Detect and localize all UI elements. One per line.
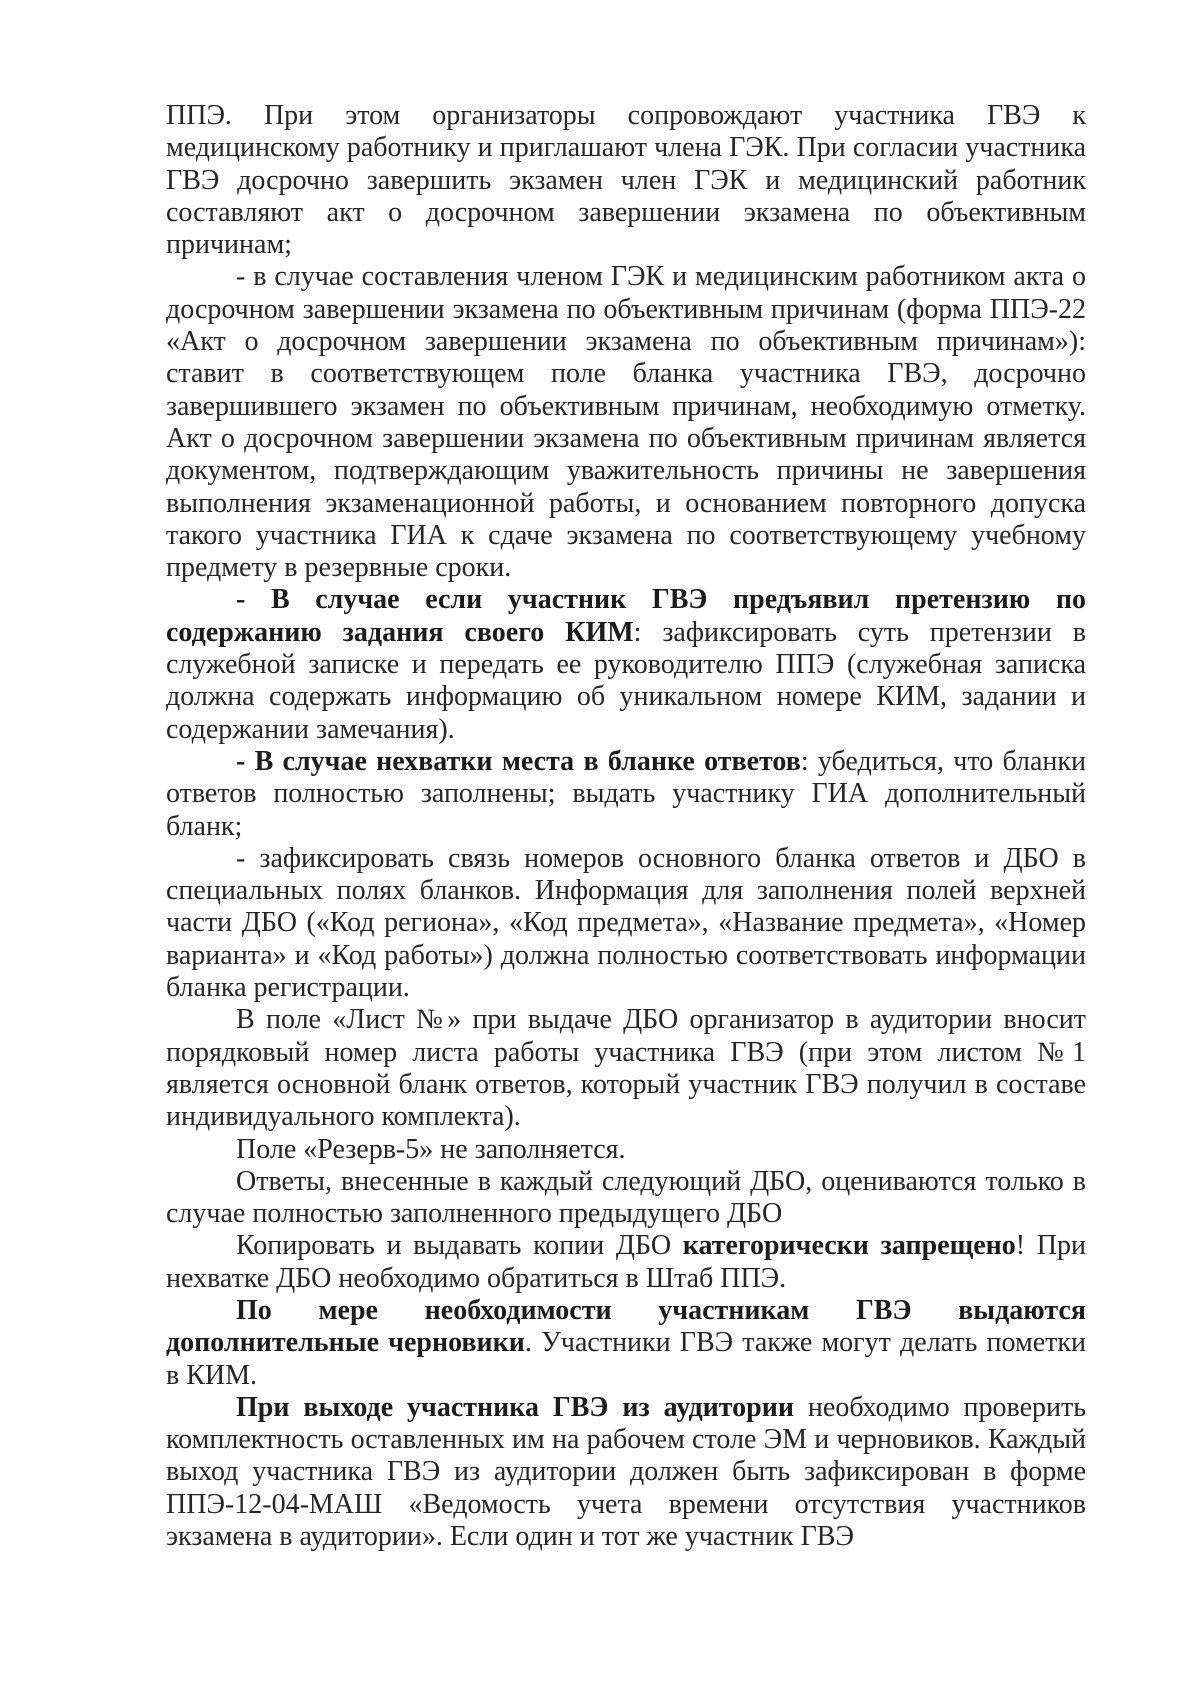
paragraph-9-text-b: ! При нехватке ДБО необходимо обратиться в Штаб ППЭ. — [166, 1230, 1086, 1294]
paragraph-3-bold: - В случае если участник ГВЭ предъявил претензию по содержанию задания своего КИМ — [166, 584, 1086, 648]
paragraph-2-text: - в случае составления членом ГЭК и медицинским работником акта о досрочном завершении экзамена по объективным причинам (форма ППЭ-22 «Акт о досрочном завершении экзамена по объективным причинам»): ставит в соответствующем поле бланка участника ГВЭ, досрочно завершившего экзамен по объективным причинам, необходимую отметку. Акт о досрочном завершении экзамена по объективным причинам является документом, подтверждающим уважительность причины не завершения выполнения экзаменационной работы, и основанием повторного допуска такого участника ГИА к сдаче экзамена по соответствующему учебному предмету в резервные сроки. — [166, 261, 1086, 584]
paragraph-9-text-a: Копировать и выдавать копии ДБО — [236, 1230, 683, 1262]
paragraph-6 — [166, 1004, 1086, 1133]
paragraph-6-text: В поле «Лист №» при выдаче ДБО организатор в аудитории вносит порядковый номер листа работы участника ГВЭ (при этом листом №1 является основной бланк ответов, который участник ГВЭ получил в составе индивидуального комплекта). — [166, 1004, 1086, 1133]
paragraph-9-bold: категорически запрещено — [682, 1230, 1016, 1262]
paragraph-4 — [166, 746, 1086, 843]
paragraph-8-text: Ответы, внесенные в каждый следующий ДБО, оцениваются только в случае полностью заполненного предыдущего ДБО — [166, 1165, 1086, 1230]
paragraph-11-bold: При выходе участника ГВЭ из аудитории — [236, 1391, 794, 1423]
paragraph-3-text: : зафиксировать суть претензии в служебной записке и передать ее руководителю ППЭ (служебная записка должна содержать информацию об уникальном номере КИМ, задании и содержании замечания). — [166, 616, 1086, 745]
paragraph-7 — [166, 1134, 1086, 1166]
paragraph-8 — [166, 1166, 1086, 1231]
paragraph-11-text: необходимо проверить комплектность оставленных им на рабочем столе ЭМ и черновиков. Каждый выход участника ГВЭ из аудитории должен быть зафиксирован в форме ППЭ-12-04-МАШ «Ведомость учета времени отсутствия участников экзамена в аудитории». Если один и тот же участник ГВЭ — [166, 1391, 1086, 1553]
paragraph-9 — [166, 1230, 1086, 1295]
paragraph-4-text: : убедиться, что бланки ответов полностью заполнены; выдать участнику ГИА дополнительный бланк; — [166, 745, 1087, 842]
paragraph-3 — [166, 584, 1086, 745]
paragraph-10-bold: По мере необходимости участникам ГВЭ выдаются дополнительные черновики — [166, 1294, 1086, 1359]
paragraph-5 — [166, 843, 1086, 1004]
paragraph-1-text: ППЭ. При этом организаторы сопровождают участника ГВЭ к медицинскому работнику и приглашают члена ГЭК. При согласии участника ГВЭ досрочно завершить экзамен член ГЭК и медицинский работник составляют акт о досрочном завершении экзамена по объективным причинам; — [166, 100, 1086, 261]
paragraph-10-text: . Участники ГВЭ также могут делать пометки в КИМ. — [166, 1327, 1086, 1391]
paragraph-7-text: Поле «Резерв-5» не заполняется. — [236, 1133, 626, 1165]
paragraph-2 — [166, 261, 1086, 584]
paragraph-10 — [166, 1295, 1086, 1392]
paragraph-11 — [166, 1392, 1086, 1553]
paragraph-4-bold: - В случае нехватки места в бланке ответов — [236, 745, 801, 777]
paragraph-1 — [166, 100, 1086, 261]
paragraph-5-text: - зафиксировать связь номеров основного бланка ответов и ДБО в специальных полях бланков. Информация для заполнения полей верхней части ДБО («Код региона», «Код предмета», «Название предмета», «Номер варианта» и «Код работы») должна полностью соответствовать информации бланка регистрации. — [166, 842, 1086, 1004]
document-body — [166, 100, 1086, 1553]
